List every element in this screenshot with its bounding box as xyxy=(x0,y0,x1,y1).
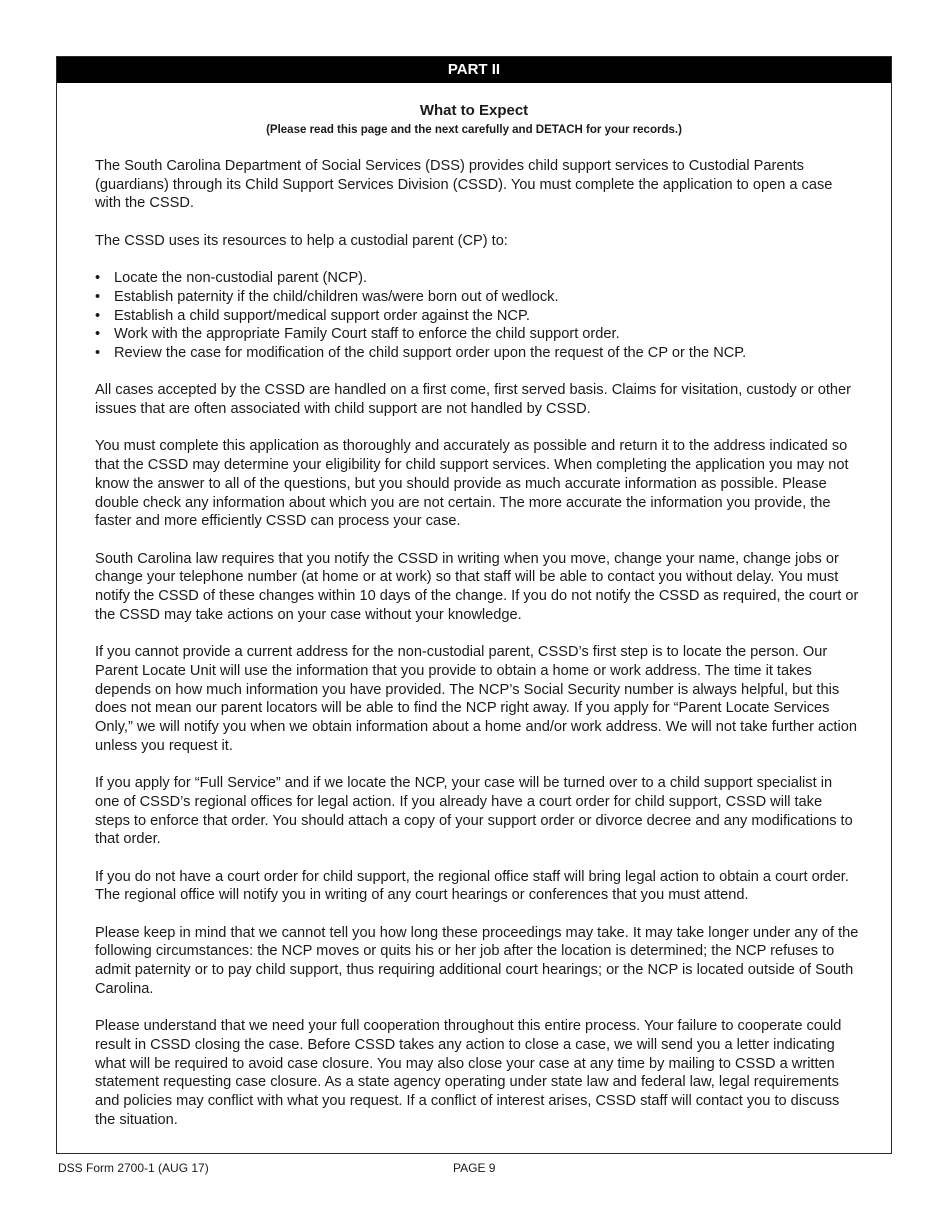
paragraph-first-come: All cases accepted by the CSSD are handled on a first come, first served basis. Claims for visitation, custody or other issues that are often associated with child support are not handled by CSSD. xyxy=(95,382,851,418)
list-item-text: Establish a child support/medical support order against the NCP. xyxy=(114,307,530,324)
bullet-icon: • xyxy=(95,307,101,324)
paragraph-cooperation: Please understand that we need your full cooperation throughout this entire process. Your failure to cooperate could result in CSSD closing the case. Before CSSD takes any action to close a case, we will send you a letter indicating what will be required to avoid case closure. You may also close your case at any time by mailing to CSSD a written statement requesting case closure. As a state agency operating under state law and federal law, legal requirements and policies may conflict with what you request. If a conflict of interest arises, CSSD staff will contact you to discuss the situation. xyxy=(95,1018,842,1128)
paragraph-intro: The South Carolina Department of Social Services (DSS) provides child support services to Custodial Parents (guardians) through its Child Support Services Division (CSSD). You must complete the application to open a case with the CSSD. xyxy=(95,158,833,212)
list-item xyxy=(95,344,859,363)
list-item-text: Review the case for modification of the child support order upon the request of the CP or the NCP. xyxy=(114,345,747,361)
bullet-icon: • xyxy=(95,270,101,287)
bullet-icon: • xyxy=(95,288,101,305)
footer-page-number: PAGE 9 xyxy=(453,1161,496,1175)
page-title: What to Expect xyxy=(419,102,529,119)
list-item-text: Locate the non-custodial parent (NCP). xyxy=(114,270,368,287)
list-item-text: Establish paternity if the child/children was/were born out of wedlock. xyxy=(114,288,559,305)
paragraph-how-long: Please keep in mind that we cannot tell you how long these proceedings may take. It may take longer under any of the following circumstances: the NCP moves or quits his or her job after the location is determined; the NCP refuses to admit paternity or to pay child support, thus requiring additional court hearings; or the NCP is located outside of South Carolina. xyxy=(95,924,859,997)
bullet-icon: • xyxy=(95,345,101,361)
body-content xyxy=(95,157,859,1148)
list-item xyxy=(95,307,859,326)
list-item xyxy=(95,288,859,307)
bullet-icon: • xyxy=(95,326,101,343)
paragraph-list-lead: The CSSD uses its resources to help a custodial parent (CP) to: xyxy=(95,232,508,249)
footer-form-id: DSS Form 2700-1 (AUG 17) xyxy=(58,1161,209,1175)
services-list xyxy=(95,269,859,363)
paragraph-sc-law: South Carolina law requires that you notify the CSSD in writing when you move, change your name, change jobs or change your telephone number (at home or at work) so that staff will be able to contact you without delay. You must notify the CSSD of these changes within 10 days of the change. If you do not notify the CSSD as required, the court or the CSSD may take actions on your case without your knowledge. xyxy=(95,550,859,623)
paragraph-full-service: If you apply for “Full Service” and if we locate the NCP, your case will be turned over to a child support specialist in one of CSSD’s regional offices for legal action. If you already have a court order for child support, CSSD will take steps to enforce that order. You should attach a copy of your support order or divorce decree and any modifications to that order. xyxy=(95,775,853,848)
paragraph-no-order: If you do not have a court order for child support, the regional office staff will bring legal action to obtain a court order. The regional office will notify you in writing of any court hearings or conferences that you must attend. xyxy=(95,868,849,904)
part-banner: PART II xyxy=(57,57,891,83)
page-subtitle: (Please read this page and the next carefully and DETACH for your records.) xyxy=(266,124,682,136)
paragraph-complete-application: You must complete this application as thoroughly and accurately as possible and return it to the address indicated so that the CSSD may determine your eligibility for child support services. When completing the application you may not know the answer to all of the questions, but you should provide as much accurate information as possible. Please double check any information about which you are not certain. The more accurate the information you provide, the faster and more efficiently CSSD can process your case. xyxy=(95,438,849,530)
list-item-text: Work with the appropriate Family Court staff to enforce the child support order. xyxy=(114,326,620,343)
paragraph-locate: If you cannot provide a current address for the non-custodial parent, CSSD’s first step is to locate the person. Our Parent Locate Unit will use the information that you provide to obtain a home or work address. The time it takes depends on how much information you have provided. The NCP’s Social Security number is always helpful, but this does not mean our parent locators will be able to find the NCP right away. If you apply for “Parent Locate Services Only,” we will notify you when we obtain information about a home and/or work address. We will not take further action unless you request it. xyxy=(95,644,857,754)
list-item xyxy=(95,325,859,344)
list-item xyxy=(95,269,859,288)
page-frame xyxy=(56,56,892,1154)
